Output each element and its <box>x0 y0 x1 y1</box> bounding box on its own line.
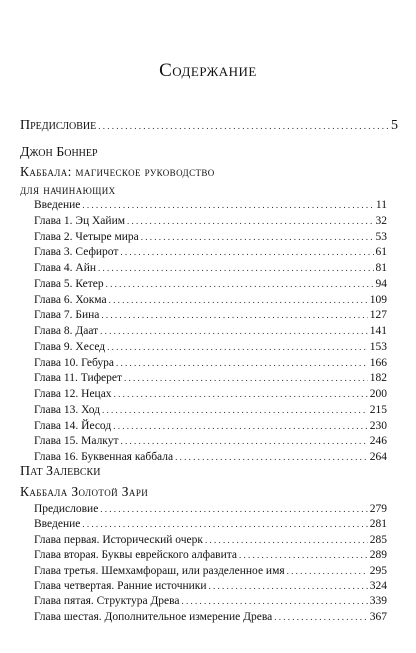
toc-entry-page: 324 <box>369 580 387 592</box>
toc-entry-page: 53 <box>375 230 387 243</box>
toc-entry-page: 5 <box>391 118 398 133</box>
toc-entry <box>34 342 387 354</box>
leader-dots <box>120 248 373 257</box>
leader-dots <box>100 505 367 514</box>
toc-entry <box>34 373 387 385</box>
toc-entry-label: Глава 16. Буквенная каббала <box>34 451 174 463</box>
toc-entry <box>34 295 387 307</box>
toc-entry-page: 32 <box>375 214 387 227</box>
leader-dots <box>102 406 368 415</box>
toc-entry <box>34 612 387 624</box>
toc-entry-label: Глава 1. Эц Хайим <box>34 214 126 227</box>
toc-entry <box>34 326 387 338</box>
toc-entry <box>34 436 387 448</box>
toc-entry <box>34 358 387 370</box>
toc-entry-label: Глава первая. Исторический очерк <box>34 533 203 546</box>
toc-entry-page: 339 <box>369 595 387 608</box>
leader-dots <box>82 201 374 210</box>
toc-entry-page: 141 <box>369 325 387 337</box>
toc-entry <box>34 200 387 212</box>
leader-dots <box>114 390 368 399</box>
toc-entry-page: 367 <box>369 610 387 623</box>
leader-dots <box>182 597 368 606</box>
leader-dots <box>287 567 368 576</box>
toc-entry-preface <box>20 119 398 133</box>
book-title-2: Каббала Золотой Зари <box>20 484 149 499</box>
leader-dots <box>121 437 368 446</box>
leader-dots <box>175 453 368 462</box>
toc-entry-label: Глава четвертая. Ранние источники <box>34 580 207 592</box>
toc-entry-page: 246 <box>369 435 387 448</box>
toc-entry-label: Предисловие <box>20 118 97 133</box>
toc-entry-label: Глава пятая. Структура Древа <box>34 595 180 608</box>
toc-entry-label: Введение <box>34 518 81 531</box>
leader-dots <box>107 343 368 352</box>
toc-entry-page: 289 <box>369 549 387 562</box>
toc-entry <box>34 247 387 259</box>
toc-entry-label: Глава шестая. Дополнительное измерение Древа <box>34 610 273 623</box>
toc-entry-label: Глава третья. Шемхамфораш, или разделенное имя <box>34 564 285 577</box>
toc-entry-page: 281 <box>369 518 387 531</box>
toc-entry-page: 109 <box>369 293 387 306</box>
toc-entry-label: Глава 2. Четыре мира <box>34 230 139 243</box>
toc-entry-page: 153 <box>369 340 387 353</box>
leader-dots <box>98 122 389 131</box>
leader-dots <box>209 582 368 591</box>
leader-dots <box>98 264 374 273</box>
toc-entry <box>34 566 387 578</box>
toc-entry-page: 285 <box>369 533 387 546</box>
toc-entry-label: Введение <box>34 199 81 211</box>
toc-entry <box>34 232 387 244</box>
toc-entry-page: 295 <box>369 564 387 577</box>
toc-entry <box>34 279 387 291</box>
toc-entry-page: 215 <box>369 403 387 416</box>
toc-entry <box>34 405 387 417</box>
toc-entry-page: 81 <box>375 262 387 274</box>
leader-dots <box>106 280 374 289</box>
toc-entry-page: 166 <box>369 356 387 369</box>
toc-entry <box>34 519 387 531</box>
toc-entry <box>34 581 387 593</box>
toc-entry <box>34 504 387 516</box>
toc-entry-label: Глава 10. Гебура <box>34 356 115 369</box>
toc-entry-label: Глава 4. Айн <box>34 262 96 274</box>
toc-entry-page: 94 <box>375 277 387 290</box>
leader-dots <box>274 613 368 622</box>
leader-dots <box>205 536 368 545</box>
leader-dots <box>100 327 368 336</box>
book-title-1-line2: для начинающих <box>20 182 116 197</box>
toc-entry <box>34 550 387 562</box>
toc-entry <box>34 596 387 608</box>
toc-entry-page: 264 <box>369 451 387 463</box>
toc-entry-page: 230 <box>369 419 387 432</box>
toc-entry-page: 11 <box>375 199 387 211</box>
toc-entry <box>34 216 387 228</box>
author-name-1: Джон Боннер <box>20 145 98 160</box>
toc-entry-page: 182 <box>369 372 387 385</box>
toc-entry-label: Глава 8. Даат <box>34 325 99 337</box>
toc-entry-label: Предисловие <box>34 503 99 515</box>
toc-entry-label: Глава вторая. Буквы еврейского алфавита <box>34 549 238 562</box>
toc-entry <box>34 310 387 322</box>
leader-dots <box>116 359 368 368</box>
toc-entry <box>34 263 387 275</box>
toc-entry-page: 279 <box>369 503 387 515</box>
leader-dots <box>101 311 367 320</box>
toc-entry <box>34 535 387 547</box>
toc-entry-label: Глава 14. Йесод <box>34 419 112 432</box>
toc-entry <box>34 452 387 464</box>
book-title-1-line1: Каббала: магическое руководство <box>20 164 215 179</box>
leader-dots <box>124 374 368 383</box>
toc-entry-page: 127 <box>369 309 387 322</box>
toc-entry-label: Глава 12. Нецах <box>34 388 112 400</box>
toc-entry-label: Глава 3. Сефирот <box>34 246 119 259</box>
toc-entry-label: Глава 13. Ход <box>34 403 100 416</box>
toc-entry-page: 61 <box>375 246 387 259</box>
toc-entry-label: Глава 11. Тиферет <box>34 372 123 385</box>
toc-entry-label: Глава 15. Малкут <box>34 435 119 448</box>
toc-entry-label: Глава 6. Хокма <box>34 293 107 306</box>
leader-dots <box>127 217 373 226</box>
toc-entry-page: 200 <box>369 388 387 400</box>
toc-entry <box>34 421 387 433</box>
leader-dots <box>141 233 374 242</box>
leader-dots <box>113 422 368 431</box>
toc-entry-label: Глава 5. Кетер <box>34 277 104 290</box>
author-name-2: Пат Залевски <box>20 464 101 479</box>
leader-dots <box>239 551 368 560</box>
leader-dots <box>82 520 367 529</box>
page-title: Содержание <box>159 60 257 81</box>
toc-entry <box>34 389 387 401</box>
leader-dots <box>109 296 368 305</box>
toc-entry-label: Глава 7. Бина <box>34 309 100 322</box>
toc-entry-label: Глава 9. Хесед <box>34 340 106 353</box>
